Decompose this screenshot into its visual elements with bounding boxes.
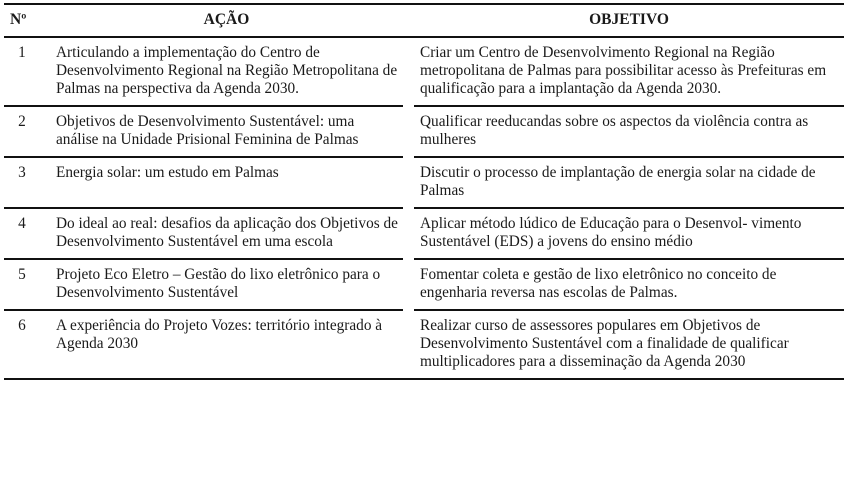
- row-number: 3: [4, 157, 50, 208]
- row-acao: A experiência do Projeto Vozes: território integrado à Agenda 2030: [50, 310, 403, 379]
- row-objetivo: Qualificar reeducandas sobre os aspectos da violência contra as mulheres: [414, 106, 844, 157]
- table-row: [4, 106, 844, 157]
- row-acao: Objetivos de Desenvolvimento Sustentável: uma análise na Unidade Prisional Feminina de Palmas: [50, 106, 403, 157]
- row-objetivo: Fomentar coleta e gestão de lixo eletrônico no conceito de engenharia reversa nas escolas de Palmas.: [414, 259, 844, 310]
- header-gap: [403, 4, 414, 37]
- table-row: [4, 310, 844, 379]
- row-number: 1: [4, 37, 50, 106]
- row-gap: [403, 37, 414, 106]
- row-acao: Projeto Eco Eletro – Gestão do lixo eletrônico para o Desenvolvimento Sustentável: [50, 259, 403, 310]
- table-body: [4, 37, 844, 379]
- row-gap: [403, 310, 414, 379]
- table-row: [4, 157, 844, 208]
- row-gap: [403, 208, 414, 259]
- row-number: 5: [4, 259, 50, 310]
- actions-objectives-table: [4, 3, 844, 380]
- row-gap: [403, 157, 414, 208]
- row-gap: [403, 259, 414, 310]
- header-acao: AÇÃO: [203, 11, 250, 28]
- header-number: Nº: [10, 11, 27, 28]
- row-gap: [403, 106, 414, 157]
- row-objetivo: Discutir o processo de implantação de energia solar na cidade de Palmas: [414, 157, 844, 208]
- header-row: [4, 4, 844, 37]
- row-objetivo: Aplicar método lúdico de Educação para o Desenvol- vimento Sustentável (EDS) a jovens do ensino médio: [414, 208, 844, 259]
- table-row: [4, 208, 844, 259]
- row-acao: Articulando a implementação do Centro de Desenvolvimento Regional na Região Metropolitana de Palmas na perspectiva da Agenda 2030.: [50, 37, 403, 106]
- row-number: 2: [4, 106, 50, 157]
- row-objetivo: Realizar curso de assessores populares em Objetivos de Desenvolvimento Sustentável com a finalidade de qualificar multiplicadores para a disseminação da Agenda 2030: [414, 310, 844, 379]
- table-row: [4, 259, 844, 310]
- row-number: 6: [4, 310, 50, 379]
- table-row: [4, 37, 844, 106]
- row-acao: Energia solar: um estudo em Palmas: [50, 157, 403, 208]
- row-acao: Do ideal ao real: desafios da aplicação dos Objetivos de Desenvolvimento Sustentável em uma escola: [50, 208, 403, 259]
- row-objetivo: Criar um Centro de Desenvolvimento Regional na Região metropolitana de Palmas para possibilitar acesso às Prefeituras em qualificação para a implantação da Agenda 2030.: [414, 37, 844, 106]
- actions-table-container: [4, 3, 844, 380]
- row-number: 4: [4, 208, 50, 259]
- header-objetivo: OBJETIVO: [589, 11, 669, 28]
- table-header: [4, 4, 844, 37]
